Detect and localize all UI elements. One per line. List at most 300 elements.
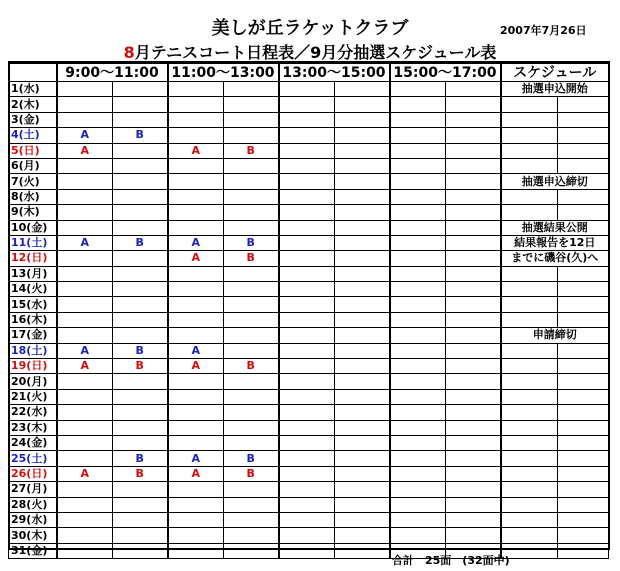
court-cell (168, 174, 224, 189)
day-cell: 14(火) (9, 282, 57, 297)
court-cell (279, 528, 335, 543)
court-cell (224, 512, 279, 527)
court-cell (113, 543, 168, 558)
court-cell (446, 143, 501, 158)
slot-header: 11:00～13:00 (168, 63, 279, 82)
court-cell (168, 435, 224, 450)
court-cell (113, 297, 168, 312)
table-row (9, 143, 609, 158)
day-cell: 4(土) (9, 128, 57, 143)
court-cell (390, 174, 446, 189)
court-cell (390, 297, 446, 312)
court-cell (335, 389, 390, 404)
court-cell (390, 343, 446, 358)
court-cell (113, 512, 168, 527)
court-cell (224, 374, 279, 389)
schedule-note (501, 482, 609, 497)
court-cell (279, 282, 335, 297)
court-cell (279, 359, 335, 374)
table-row (9, 466, 609, 481)
court-cell (57, 205, 113, 220)
day-cell: 11(土) (9, 235, 57, 250)
day-cell: 10(金) (9, 220, 57, 235)
court-cell (335, 97, 390, 112)
court-cell (390, 482, 446, 497)
court-cell: A (57, 466, 113, 481)
court-cell (335, 343, 390, 358)
court-cell (335, 174, 390, 189)
court-cell: A (57, 359, 113, 374)
day-cell: 19(日) (9, 359, 57, 374)
court-cell (168, 312, 224, 327)
court-cell (57, 482, 113, 497)
court-cell (390, 497, 446, 512)
court-cell (390, 235, 446, 250)
court-cell (279, 158, 335, 173)
court-cell (279, 205, 335, 220)
day-cell: 5(日) (9, 143, 57, 158)
court-cell (390, 312, 446, 327)
court-cell (279, 235, 335, 250)
court-cell (168, 220, 224, 235)
day-cell: 17(金) (9, 328, 57, 343)
schedule-note (501, 343, 609, 358)
court-cell (113, 158, 168, 173)
court-cell: B (113, 235, 168, 250)
schedule-note (501, 97, 609, 112)
court-cell (224, 189, 279, 204)
court-cell: B (224, 451, 279, 466)
table-row (9, 97, 609, 112)
court-cell (224, 158, 279, 173)
court-cell (57, 497, 113, 512)
court-cell: A (168, 343, 224, 358)
court-cell (57, 251, 113, 266)
court-cell (168, 543, 224, 558)
court-cell (224, 389, 279, 404)
court-cell (168, 420, 224, 435)
court-cell (335, 512, 390, 527)
court-cell (168, 389, 224, 404)
court-cell: B (113, 359, 168, 374)
court-cell (57, 374, 113, 389)
schedule-note: 抽選結果公開 (501, 220, 609, 235)
table-row (9, 220, 609, 235)
court-cell (335, 482, 390, 497)
court-cell (279, 128, 335, 143)
court-cell (335, 497, 390, 512)
schedule-note (501, 359, 609, 374)
court-cell (446, 451, 501, 466)
court-cell (279, 112, 335, 127)
court-cell (57, 420, 113, 435)
court-cell (446, 158, 501, 173)
court-cell (224, 112, 279, 127)
court-cell (224, 174, 279, 189)
court-cell (390, 389, 446, 404)
day-cell: 9(木) (9, 205, 57, 220)
court-cell (335, 235, 390, 250)
court-cell (224, 405, 279, 420)
page-subtitle (0, 40, 620, 63)
table-row (9, 482, 609, 497)
court-cell: B (224, 143, 279, 158)
schedule-note: 抽選申込開始 (501, 82, 609, 97)
court-cell: A (168, 451, 224, 466)
court-cell (446, 466, 501, 481)
court-cell (335, 528, 390, 543)
schedule-note (501, 143, 609, 158)
total-summary: 合計 25面 (32面中) (392, 554, 510, 567)
court-cell (113, 282, 168, 297)
court-cell (335, 266, 390, 281)
court-cell (390, 435, 446, 450)
court-cell (446, 528, 501, 543)
court-cell (57, 97, 113, 112)
schedule-note (501, 374, 609, 389)
court-cell (446, 497, 501, 512)
court-cell (113, 420, 168, 435)
court-cell: A (168, 251, 224, 266)
court-cell (390, 359, 446, 374)
court-cell (224, 343, 279, 358)
court-cell (279, 451, 335, 466)
court-cell (335, 312, 390, 327)
court-cell (113, 97, 168, 112)
court-cell (113, 328, 168, 343)
table-row (9, 389, 609, 404)
court-cell (168, 112, 224, 127)
court-cell (390, 374, 446, 389)
court-cell: B (224, 235, 279, 250)
court-cell (57, 328, 113, 343)
court-cell (168, 189, 224, 204)
table-row (9, 328, 609, 343)
court-cell (335, 251, 390, 266)
court-cell (168, 282, 224, 297)
court-cell: A (168, 466, 224, 481)
day-cell: 24(金) (9, 435, 57, 450)
court-cell (279, 143, 335, 158)
day-cell: 23(木) (9, 420, 57, 435)
court-cell: B (224, 359, 279, 374)
day-cell: 29(水) (9, 512, 57, 527)
court-cell (57, 528, 113, 543)
day-cell: 2(木) (9, 97, 57, 112)
day-cell: 18(土) (9, 343, 57, 358)
table-row (9, 251, 609, 266)
court-cell (335, 143, 390, 158)
court-cell (390, 205, 446, 220)
court-cell: B (113, 466, 168, 481)
slot-header: 13:00～15:00 (279, 63, 390, 82)
day-cell: 31(金) (9, 543, 57, 558)
court-cell (335, 220, 390, 235)
court-cell: B (224, 251, 279, 266)
day-cell: 30(木) (9, 528, 57, 543)
court-cell (390, 466, 446, 481)
court-cell (279, 297, 335, 312)
table-row (9, 543, 609, 558)
court-cell (224, 328, 279, 343)
table-header-row (9, 63, 609, 82)
court-cell (390, 405, 446, 420)
schedule-note (501, 312, 609, 327)
court-cell (446, 282, 501, 297)
court-cell (57, 405, 113, 420)
table-row (9, 374, 609, 389)
court-cell (57, 174, 113, 189)
court-cell (168, 205, 224, 220)
day-cell: 15(水) (9, 297, 57, 312)
court-cell (335, 282, 390, 297)
court-cell (279, 389, 335, 404)
day-column-header (9, 63, 57, 82)
court-cell (168, 328, 224, 343)
court-cell (390, 251, 446, 266)
subtitle-text: 月テニスコート日程表／9月分抽選スケジュール表 (134, 43, 497, 62)
court-cell (113, 374, 168, 389)
court-cell (446, 389, 501, 404)
page-title: 美しが丘ラケットクラブ (211, 18, 409, 39)
court-cell (224, 282, 279, 297)
court-cell (57, 451, 113, 466)
table-row (9, 266, 609, 281)
court-cell (113, 405, 168, 420)
court-cell (390, 220, 446, 235)
schedule-note (501, 497, 609, 512)
court-cell (335, 328, 390, 343)
court-cell (446, 174, 501, 189)
day-cell: 22(水) (9, 405, 57, 420)
table-row (9, 359, 609, 374)
court-cell (390, 266, 446, 281)
court-cell (279, 420, 335, 435)
table-row (9, 82, 609, 97)
schedule-note (501, 528, 609, 543)
day-cell: 1(水) (9, 82, 57, 97)
court-cell (390, 328, 446, 343)
court-cell (335, 82, 390, 97)
day-cell: 8(水) (9, 189, 57, 204)
court-cell (168, 482, 224, 497)
court-cell (446, 312, 501, 327)
court-cell (279, 220, 335, 235)
court-cell (446, 128, 501, 143)
document-date: 2007年7月26日 (500, 24, 587, 37)
court-cell: A (168, 235, 224, 250)
court-cell (113, 189, 168, 204)
court-cell (113, 497, 168, 512)
court-cell (57, 82, 113, 97)
table-row (9, 497, 609, 512)
day-cell: 27(月) (9, 482, 57, 497)
court-cell (335, 128, 390, 143)
court-cell (279, 82, 335, 97)
court-cell (446, 420, 501, 435)
table-row (9, 528, 609, 543)
court-cell (390, 128, 446, 143)
day-cell: 21(火) (9, 389, 57, 404)
schedule-column-header: スケジュール (501, 63, 609, 82)
court-cell (168, 374, 224, 389)
court-cell (224, 82, 279, 97)
court-cell (279, 466, 335, 481)
court-cell (335, 189, 390, 204)
subtitle-month: 8 (123, 43, 135, 62)
court-cell (390, 97, 446, 112)
court-cell (335, 112, 390, 127)
court-cell (335, 158, 390, 173)
court-cell: A (57, 128, 113, 143)
day-cell: 6(月) (9, 158, 57, 173)
court-cell (224, 266, 279, 281)
schedule-note (501, 512, 609, 527)
schedule-note (501, 158, 609, 173)
court-cell (279, 328, 335, 343)
court-cell (57, 312, 113, 327)
table-row (9, 189, 609, 204)
court-cell (113, 266, 168, 281)
schedule-note: 抽選申込締切 (501, 174, 609, 189)
table-row (9, 451, 609, 466)
table-row (9, 435, 609, 450)
day-cell: 26(日) (9, 466, 57, 481)
schedule-note (501, 128, 609, 143)
schedule-note (501, 282, 609, 297)
court-cell (279, 435, 335, 450)
court-cell (57, 158, 113, 173)
table-row (9, 235, 609, 250)
court-cell (446, 297, 501, 312)
court-cell (57, 389, 113, 404)
court-cell (113, 482, 168, 497)
court-cell (446, 405, 501, 420)
day-cell: 3(金) (9, 112, 57, 127)
court-cell (113, 220, 168, 235)
court-cell (446, 328, 501, 343)
court-cell (390, 512, 446, 527)
court-cell (446, 82, 501, 97)
court-cell (335, 543, 390, 558)
table-row (9, 128, 609, 143)
schedule-note (501, 451, 609, 466)
table-row (9, 297, 609, 312)
court-cell (335, 374, 390, 389)
day-cell: 28(火) (9, 497, 57, 512)
court-cell (224, 297, 279, 312)
court-cell (335, 205, 390, 220)
court-cell (446, 251, 501, 266)
table-body (9, 82, 609, 559)
court-cell (279, 343, 335, 358)
table-row (9, 343, 609, 358)
schedule-note: 結果報告を12日 (501, 235, 609, 250)
court-cell (390, 528, 446, 543)
court-cell: A (168, 143, 224, 158)
court-cell (390, 451, 446, 466)
court-cell: B (224, 466, 279, 481)
court-cell (279, 189, 335, 204)
court-cell (335, 451, 390, 466)
court-cell (335, 297, 390, 312)
court-cell: A (168, 359, 224, 374)
slot-header: 9:00～11:00 (57, 63, 168, 82)
court-cell: B (113, 343, 168, 358)
schedule-note (501, 435, 609, 450)
schedule-note (501, 205, 609, 220)
court-cell: A (57, 343, 113, 358)
court-cell (390, 420, 446, 435)
court-cell (168, 97, 224, 112)
court-cell (113, 389, 168, 404)
table-row (9, 282, 609, 297)
schedule-note (501, 189, 609, 204)
court-cell (224, 128, 279, 143)
schedule-note (501, 466, 609, 481)
court-cell (168, 512, 224, 527)
court-cell (224, 528, 279, 543)
court-cell (168, 128, 224, 143)
court-cell (224, 97, 279, 112)
schedule-note (501, 543, 609, 558)
court-cell (446, 266, 501, 281)
court-cell (57, 189, 113, 204)
court-cell (279, 405, 335, 420)
court-cell (57, 112, 113, 127)
court-cell (279, 482, 335, 497)
court-cell (446, 189, 501, 204)
table-row (9, 512, 609, 527)
court-cell (390, 282, 446, 297)
court-cell (224, 420, 279, 435)
court-cell (113, 143, 168, 158)
court-cell (168, 82, 224, 97)
court-cell (224, 482, 279, 497)
court-cell (446, 482, 501, 497)
court-cell (279, 374, 335, 389)
day-cell: 20(月) (9, 374, 57, 389)
court-cell (168, 158, 224, 173)
schedule-note: 申請締切 (501, 328, 609, 343)
slot-header: 15:00～17:00 (390, 63, 501, 82)
court-cell: A (57, 143, 113, 158)
court-cell (279, 497, 335, 512)
court-cell (57, 512, 113, 527)
court-cell (446, 435, 501, 450)
court-cell: A (57, 235, 113, 250)
court-cell (168, 528, 224, 543)
court-cell (168, 297, 224, 312)
court-cell (335, 405, 390, 420)
court-cell (335, 466, 390, 481)
court-cell (113, 205, 168, 220)
court-cell (57, 282, 113, 297)
court-cell (224, 205, 279, 220)
day-cell: 7(火) (9, 174, 57, 189)
court-cell (279, 543, 335, 558)
court-cell: B (113, 128, 168, 143)
court-cell (390, 189, 446, 204)
court-cell (168, 266, 224, 281)
table-row (9, 158, 609, 173)
court-cell (113, 528, 168, 543)
court-cell (57, 266, 113, 281)
court-cell (446, 220, 501, 235)
table-row (9, 420, 609, 435)
schedule-note (501, 266, 609, 281)
court-cell (113, 112, 168, 127)
